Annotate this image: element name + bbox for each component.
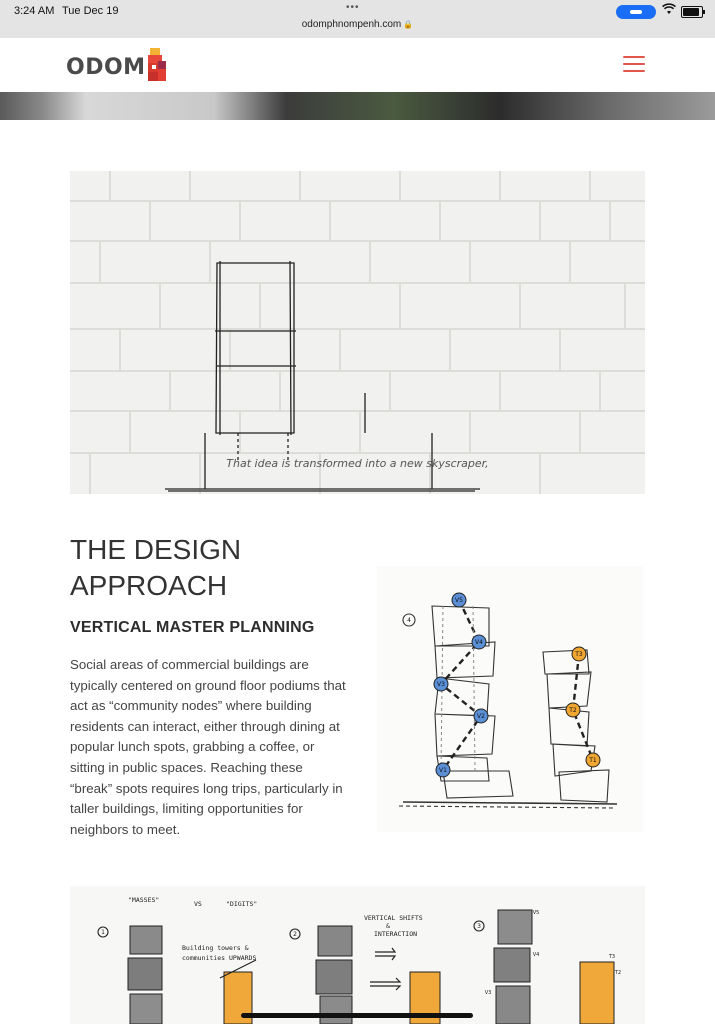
tab-dots-icon[interactable]: ••• xyxy=(346,2,360,13)
battery-icon xyxy=(681,6,703,18)
masses-vs-digits-sketch-image xyxy=(70,886,645,1024)
sketch-tag-t3: T3 xyxy=(608,954,616,960)
sketch-num-3: 3 xyxy=(477,923,481,930)
wifi-icon xyxy=(662,3,676,18)
sketch-note-5: INTERACTION xyxy=(374,930,418,938)
sketch-tag-v4: V4 xyxy=(532,952,540,958)
url-text: odomphnompenh.com xyxy=(301,19,402,30)
site-header xyxy=(0,38,715,93)
address-bar[interactable] xyxy=(0,19,715,30)
lock-icon: 🔒 xyxy=(403,20,414,29)
site-logo[interactable] xyxy=(66,48,168,82)
logo-text: ODOM xyxy=(66,55,146,80)
sketch-tag-t2: T2 xyxy=(614,970,622,976)
sketch-note-1: Building towers & xyxy=(182,944,249,952)
sketch-note-2: communities UPWARDS xyxy=(182,954,257,962)
sketch-caption: That idea is transformed into a new skyscraper, xyxy=(226,457,489,470)
node-v2: V2 xyxy=(477,713,485,720)
node-v5: V5 xyxy=(455,597,463,604)
node-v4: V4 xyxy=(475,639,483,646)
screen-recording-icon xyxy=(616,5,656,19)
hero-image xyxy=(0,92,715,120)
section-title: THE DESIGN APPROACH xyxy=(70,534,242,601)
sketch-label-masses: "MASSES" xyxy=(128,896,160,904)
sketch-label-4: 4 xyxy=(407,617,411,624)
node-t2: T2 xyxy=(569,707,577,714)
node-t3: T3 xyxy=(575,651,583,658)
vertical-planning-sketch-image xyxy=(377,566,643,832)
sketch-wall-image xyxy=(70,171,645,494)
status-time: 3:24 AM xyxy=(14,5,55,17)
sketch-note-4: & xyxy=(386,922,390,930)
logo-mark-icon xyxy=(148,48,168,82)
status-bar xyxy=(0,0,715,38)
sketch-num-1: 1 xyxy=(101,929,105,936)
sketch-tag-v5: V5 xyxy=(532,910,540,916)
hamburger-menu-icon[interactable] xyxy=(623,56,645,74)
sketch-label-vs: VS xyxy=(194,900,202,908)
node-v3: V3 xyxy=(437,681,445,688)
sketch-note-3: VERTICAL SHIFTS xyxy=(364,914,423,922)
sketch-tag-v3: V3 xyxy=(484,990,492,996)
node-t1: T1 xyxy=(589,757,597,764)
status-date: Tue Dec 19 xyxy=(62,5,119,17)
node-v1: V1 xyxy=(439,767,447,774)
sketch-label-digits: "DIGITS" xyxy=(226,900,258,908)
section-body-text: Social areas of commercial buildings are typically centered on ground floor podiums that act as “community nodes” where building residents can interact, either through dining at popular lunch spots, grabbing a coffee, or sitting in public spaces. Reaching these “break” spots requires long trips, particularly in taller buildings, limiting opportunities for neighbors to meet. xyxy=(70,657,346,837)
home-indicator[interactable] xyxy=(241,1013,473,1018)
section-subtitle: VERTICAL MASTER PLANNING xyxy=(70,619,315,636)
sketch-num-2: 2 xyxy=(293,931,297,938)
